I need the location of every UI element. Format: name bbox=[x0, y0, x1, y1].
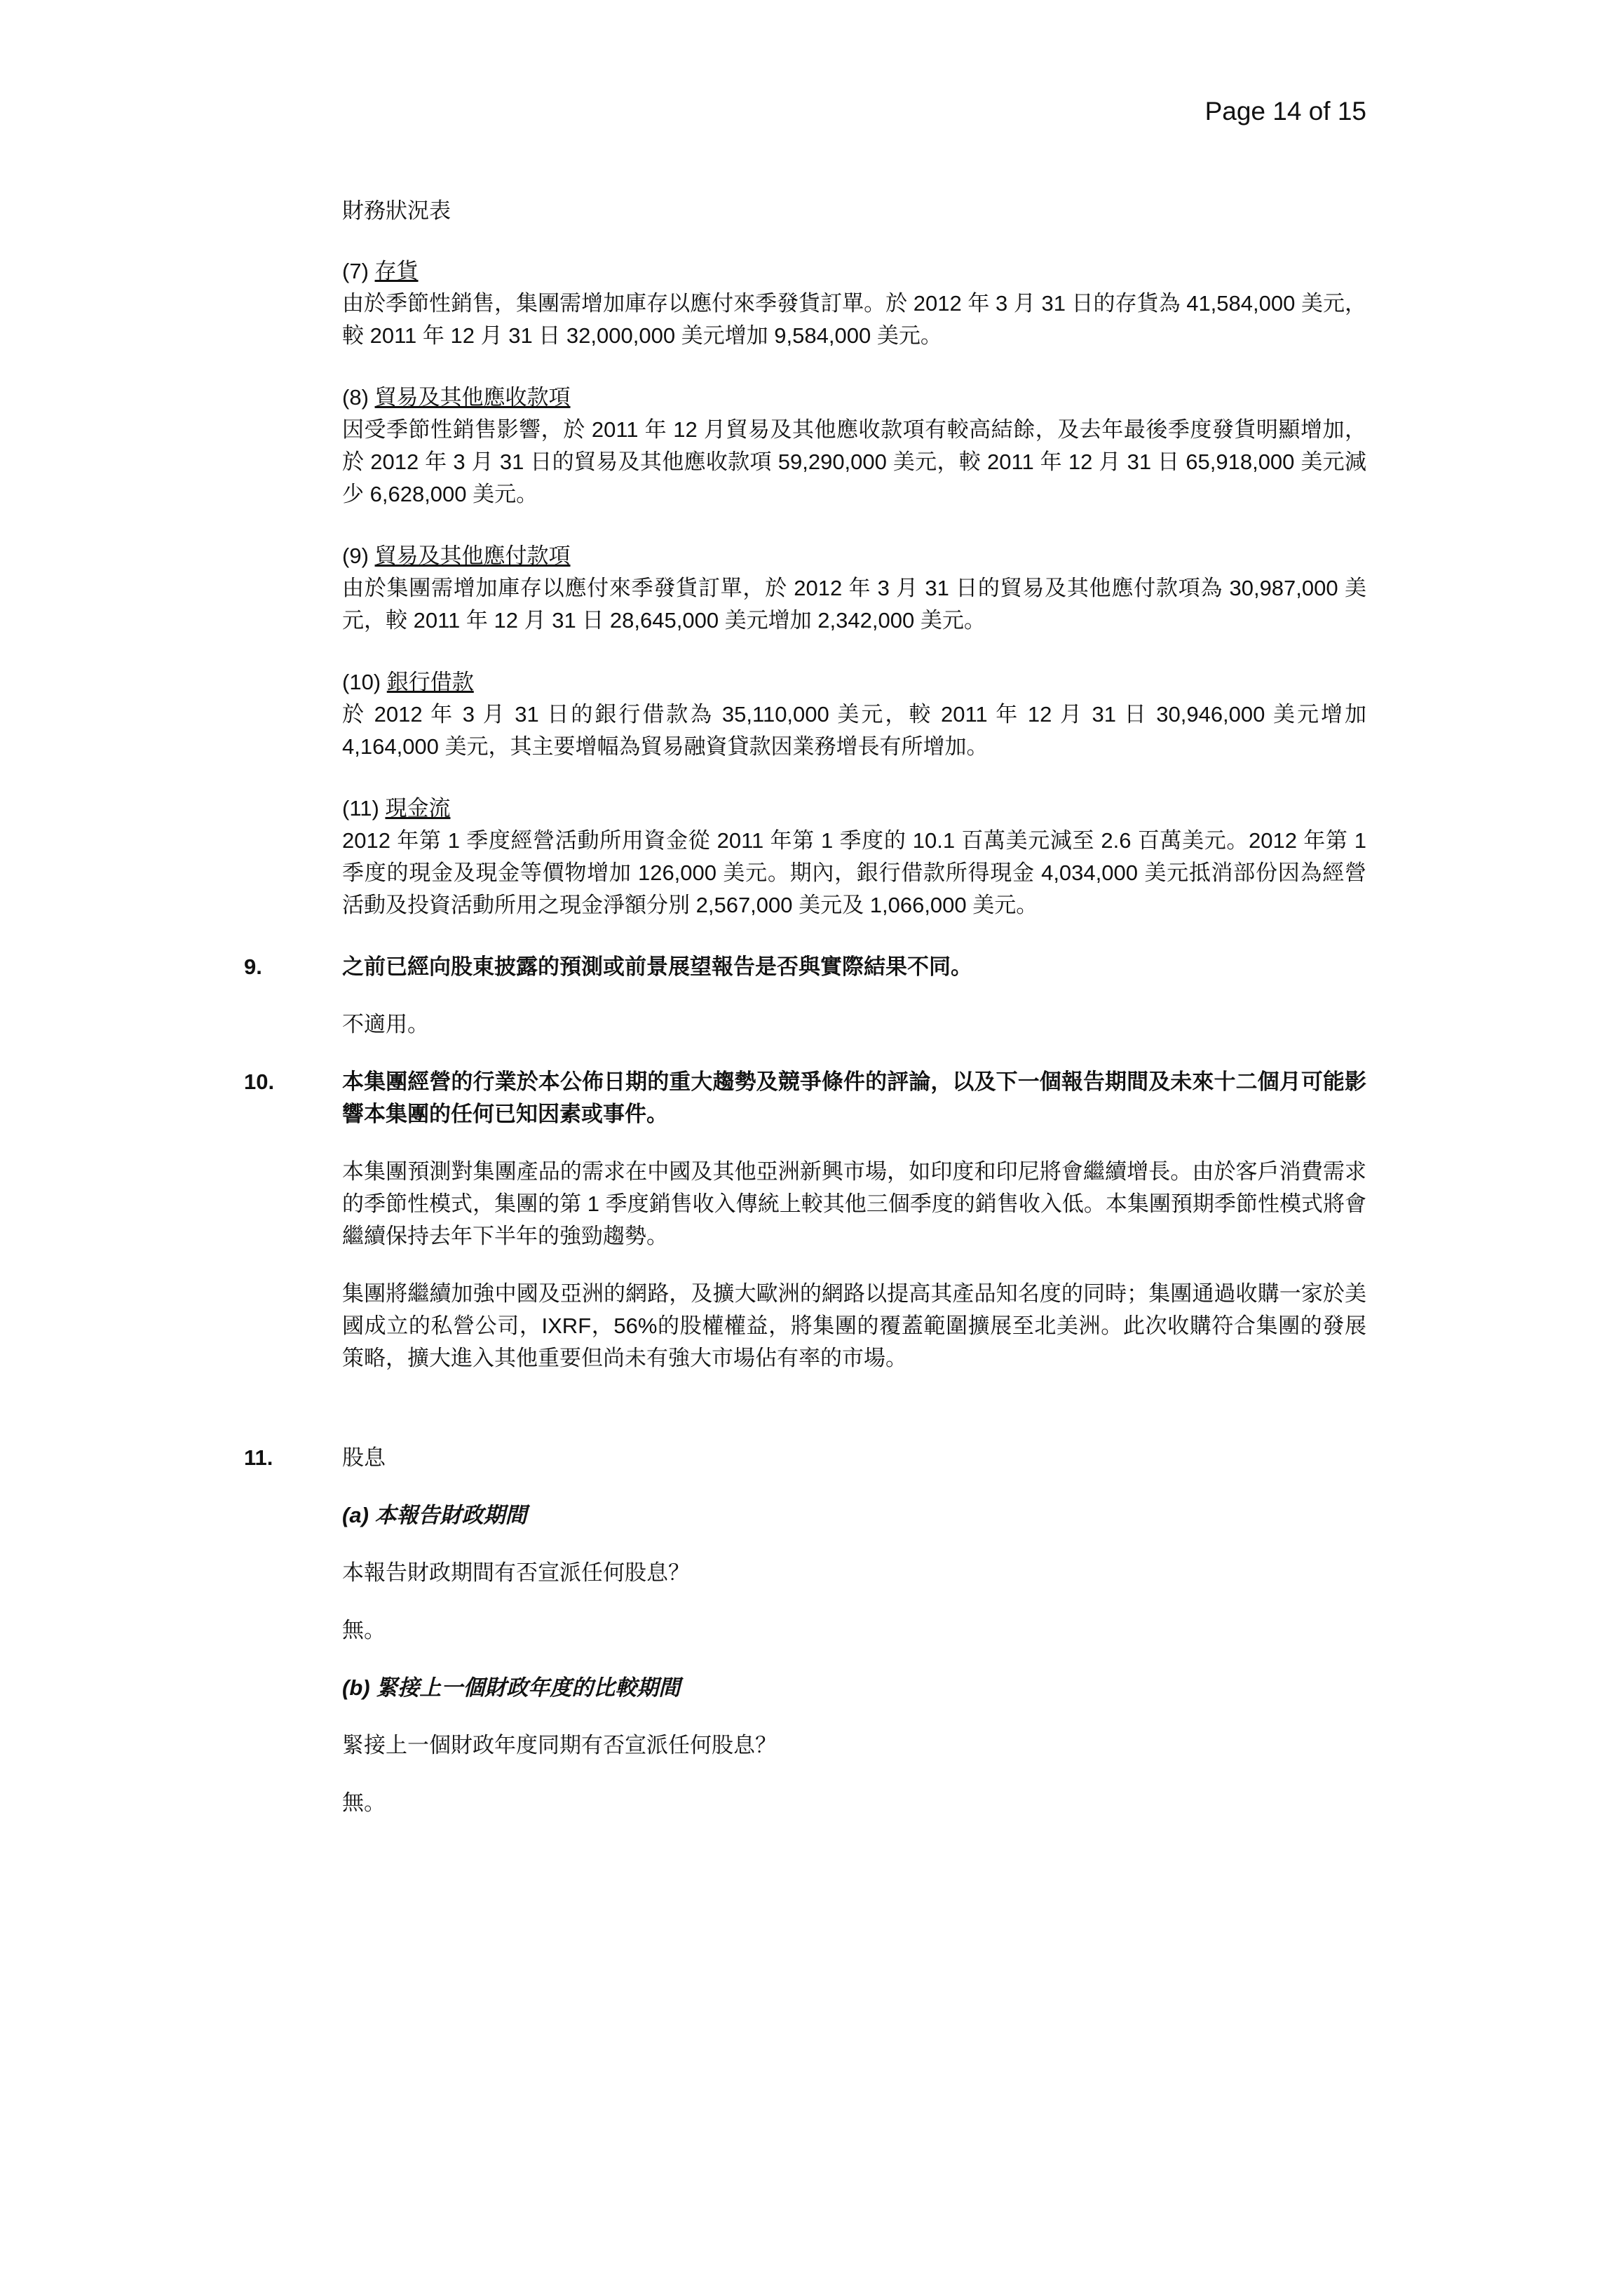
item-number: (9) bbox=[342, 543, 369, 568]
item-title: 銀行借款 bbox=[386, 670, 474, 694]
item-inventory bbox=[342, 255, 1366, 352]
subsection-question: 緊接上一個財政年度同期有否宣派任何股息？ bbox=[342, 1733, 777, 1757]
subsection-answer: 無。 bbox=[342, 1618, 386, 1642]
item-title: 存貨 bbox=[374, 259, 419, 283]
section-question: 本集團經營的行業於本公佈日期的重大趨勢及競爭條件的評論，以及下一個報告期間及未來十二個月可能影響本集團的任何已知因素或事件。 bbox=[342, 1069, 1366, 1126]
section-9 bbox=[244, 951, 1366, 1041]
item-payables bbox=[342, 540, 1366, 637]
item-number: (8) bbox=[342, 385, 369, 410]
subsection-title: (b) 緊接上一個財政年度的比較期間 bbox=[342, 1675, 681, 1700]
item-text: 由於季節性銷售，集團需增加庫存以應付來季發貨訂單。於 2012 年 3 月 31 日的存貨為 41,584,000 美元，較 2011 年 12 月 31 日 32,000,000 美元增加 9,584,000 美元。 bbox=[342, 291, 1366, 348]
section-10 bbox=[244, 1066, 1366, 1375]
item-title: 現金流 bbox=[385, 796, 451, 821]
item-cash-flow bbox=[342, 792, 1366, 921]
page-number: Page 14 of 15 bbox=[1204, 97, 1366, 126]
section-number: 11. bbox=[244, 1445, 273, 1470]
subsection-answer: 無。 bbox=[342, 1790, 386, 1815]
item-number: (7) bbox=[342, 259, 369, 283]
item-text: 於 2012 年 3 月 31 日的銀行借款為 35,110,000 美元，較 2011 年 12 月 31 日 30,946,000 美元增加 4,164,000 美元，其主要增幅為貿易融資貸款因業務增長有所增加。 bbox=[342, 702, 1366, 759]
section-question: 之前已經向股東披露的預測或前景展望報告是否與實際結果不同。 bbox=[342, 954, 972, 979]
item-number: (10) bbox=[342, 670, 381, 694]
item-text: 由於集團需增加庫存以應付來季發貨訂單，於 2012 年 3 月 31 日的貿易及其他應付款項為 30,987,000 美元，較 2011 年 12 月 31 日 28,645,000 美元增加 2,342,000 美元。 bbox=[342, 576, 1366, 633]
item-text: 因受季節性銷售影響，於 2011 年 12 月貿易及其他應收款項有較高結餘，及去年最後季度發貨明顯增加，於 2012 年 3 月 31 日的貿易及其他應收款項 59,290,000 美元，較 2011 年 12 月 31 日 65,918,000 美元減少 6,628,000 美元。 bbox=[342, 417, 1366, 506]
item-bank-borrowings bbox=[342, 666, 1366, 763]
item-title: 貿易及其他應付款項 bbox=[374, 543, 571, 568]
document-body bbox=[244, 195, 1366, 1844]
item-number: (11) bbox=[342, 796, 379, 821]
section-number: 10. bbox=[244, 1069, 275, 1094]
section-answer: 不適用。 bbox=[342, 1012, 429, 1036]
item-title: 貿易及其他應收款項 bbox=[374, 385, 571, 410]
section-paragraph: 本集團預測對集團產品的需求在中國及其他亞洲新興市場，如印度和印尼將會繼續增長。由於客戶消費需求的季節性模式，集團的第 1 季度銷售收入傳統上較其他三個季度的銷售收入低。本集團預期季節性模式將會繼續保持去年下半年的強勁趨勢。 bbox=[342, 1159, 1366, 1248]
section-paragraph: 集團將繼續加強中國及亞洲的網路，及擴大歐洲的網路以提高其產品知名度的同時；集團通過收購一家於美國成立的私營公司，IXRF，56%的股權權益，將集團的覆蓋範圍擴展至北美洲。此次收購符合集團的發展策略，擴大進入其他重要但尚未有強大市場佔有率的市場。 bbox=[342, 1281, 1366, 1370]
item-text: 2012 年第 1 季度經營活動所用資金從 2011 年第 1 季度的 10.1 百萬美元減至 2.6 百萬美元。2012 年第 1 季度的現金及現金等價物增加 126,000 美元。期內，銀行借款所得現金 4,034,000 美元抵消部份因為經營活動及投資活動所用之現金淨額分別 2,567,000 美元及 1,066,000 美元。 bbox=[342, 828, 1366, 917]
section-title: 股息 bbox=[342, 1445, 386, 1470]
section-11 bbox=[244, 1442, 1366, 1819]
item-receivables bbox=[342, 381, 1366, 511]
section-number: 9. bbox=[244, 954, 262, 979]
section-heading: 財務狀況表 bbox=[342, 198, 451, 223]
subsection-title: (a) 本報告財政期間 bbox=[342, 1503, 527, 1527]
subsection-question: 本報告財政期間有否宣派任何股息？ bbox=[342, 1560, 690, 1585]
